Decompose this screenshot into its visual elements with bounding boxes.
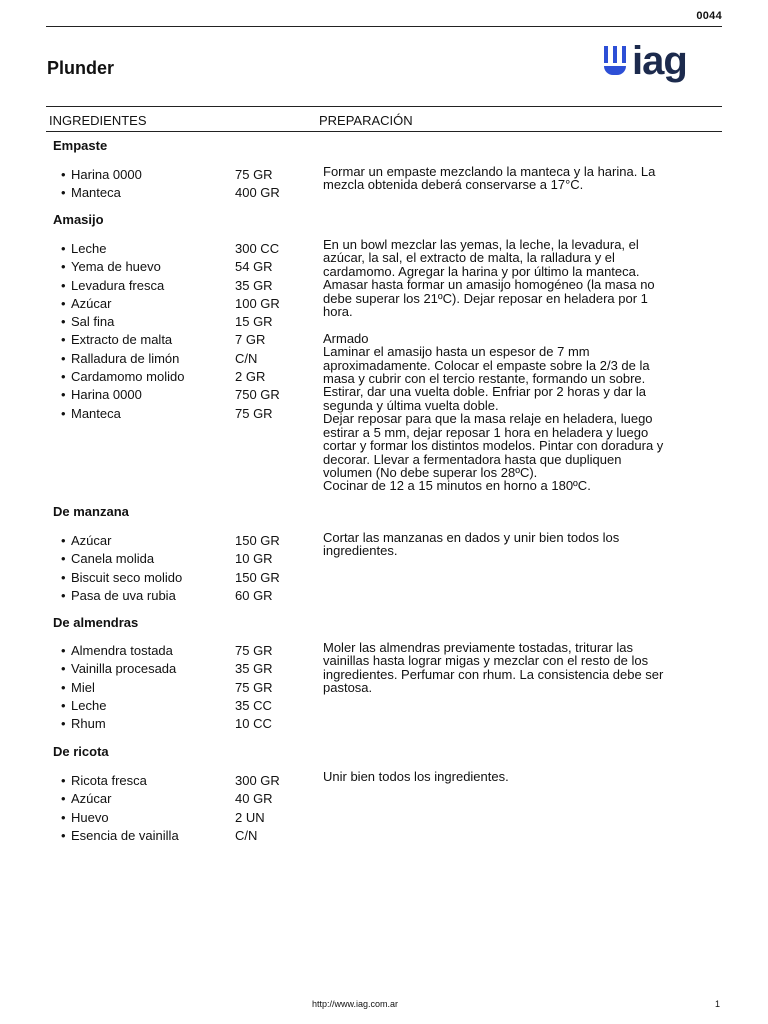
ingredients-column-header: INGREDIENTES — [49, 113, 147, 128]
ingredient-qty: 60 GR — [235, 587, 273, 603]
ingredient-qty: 75 GR — [235, 405, 273, 421]
section-title: De manzana — [53, 504, 129, 519]
ingredient-name: Levadura fresca — [71, 277, 165, 293]
ingredient-name: Rhum — [71, 716, 106, 732]
preparation-text: Cortar las manzanas en dados y unir bien todos los ingredientes. — [323, 530, 620, 559]
ingredient-item: • Manteca 400 GR — [61, 185, 280, 201]
ingredient-qty: 300 GR — [235, 773, 280, 788]
ingredient-name: Miel — [71, 679, 95, 695]
logo-mark-icon — [604, 46, 628, 76]
ingredient-qty: 75 GR — [235, 643, 273, 658]
ingredient-list — [53, 240, 313, 423]
doc-number: 0044 — [696, 10, 722, 22]
ingredient-qty: 15 GR — [235, 314, 273, 330]
ingredient-item: • Canela molida 10 GR — [61, 551, 273, 567]
ingredient-name: Azúcar — [71, 791, 112, 807]
ingredient-qty: C/N — [235, 350, 258, 366]
ingredient-qty: 35 CC — [235, 697, 272, 713]
ingredient-qty: C/N — [235, 827, 258, 843]
ingredient-name: Manteca — [71, 405, 121, 421]
ingredient-qty: 10 GR — [235, 551, 273, 567]
header-rule-top — [46, 106, 722, 107]
iag-logo — [604, 39, 706, 90]
ingredient-item: • Levadura fresca 35 GR — [61, 277, 273, 293]
section-title: De almendras — [53, 615, 139, 630]
ingredient-item: • Leche 35 CC — [61, 697, 272, 713]
ingredient-item: • Sal fina 15 GR — [61, 314, 273, 330]
footer-page-number: 1 — [714, 999, 720, 1009]
ingredient-qty: 35 GR — [235, 661, 273, 677]
ingredient-qty: 2 GR — [235, 369, 266, 385]
ingredient-name: Azúcar — [71, 295, 112, 311]
ingredient-name: Pasa de uva rubia — [71, 587, 176, 603]
ingredient-name: Harina 0000 — [71, 167, 142, 182]
ingredient-name: Extracto de malta — [71, 332, 173, 348]
ingredient-name: Sal fina — [71, 314, 115, 330]
ingredient-name: Harina 0000 — [71, 387, 142, 403]
ingredient-item: • Extracto de malta 7 GR — [61, 332, 266, 348]
ingredient-qty: 54 GR — [235, 259, 273, 275]
ingredient-item: • Vainilla procesada 35 GR — [61, 661, 273, 677]
ingredient-item: • Azúcar 100 GR — [61, 295, 280, 311]
preparation-text: Moler las almendras previamente tostadas, triturar las vainillas hasta lograr migas y mezclar con el resto de los ingredientes. Perfumar con rhum. La consistencia debe ser pastosa. — [323, 640, 664, 696]
ingredient-item: • Ricota fresca 300 GR — [61, 773, 280, 788]
ingredient-item: • Leche 300 CC — [61, 241, 280, 256]
ingredient-item: • Azúcar 40 GR — [61, 791, 273, 807]
top-rule — [46, 26, 722, 27]
page-title: Plunder — [47, 58, 115, 78]
ingredient-item: • Almendra tostada 75 GR — [61, 643, 273, 658]
ingredient-name: Azúcar — [71, 533, 112, 548]
ingredient-list — [53, 772, 313, 845]
ingredient-qty: 300 CC — [235, 241, 280, 256]
preparation-text: Formar un empaste mezclando la manteca y la harina. La mezcla obtenida deberá conservarse a 17°C. — [323, 164, 656, 193]
ingredient-item: • Biscuit seco molido 150 GR — [61, 569, 280, 585]
ingredient-qty: 10 CC — [235, 716, 272, 732]
ingredient-list — [53, 166, 313, 203]
ingredient-qty: 75 GR — [235, 679, 273, 695]
ingredient-item: • Cardamomo molido 2 GR — [61, 369, 266, 385]
ingredient-qty: 150 GR — [235, 569, 280, 585]
preparation-text: En un bowl mezclar las yemas, la leche, la levadura, el azúcar, la sal, el extracto de malta, la ralladura y el cardamomo. Agregar la harina y por último la manteca. Amasar hasta formar un amasijo homogéneo (la masa no debe superar los 21ºC). Dejar reposar en heladera por 1 hora. Armado Laminar el amasijo hasta un espesor de 7 mm aproximadamente. Colocar el empaste sobre la 2/3 de la masa y cubrir con el tercio restante, formando un sobre. Estirar, dar una vuelta doble. Enfriar por 2 horas y dar la segunda y última vuelta doble. Dejar reposar para que la masa relaje en heladera, luego estirar a 5 mm, dejar reposar 1 hora en heladera y luego cortar y formar los distintos modelos. Pintar con doradura y decorar. Llevar a fermentadora hasta que dupliquen volumen (No debe superar los 28ºC). Cocinar de 12 a 15 minutos en horno a 180ºC. — [323, 237, 664, 494]
section-title: Amasijo — [53, 212, 104, 227]
ingredient-item: • Esencia de vainilla C/N — [61, 827, 258, 843]
ingredient-item: • Rhum 10 CC — [61, 716, 272, 732]
ingredient-item: • Ralladura de limón C/N — [61, 350, 258, 366]
ingredient-name: Huevo — [71, 809, 109, 825]
ingredient-name: Yema de huevo — [71, 259, 161, 275]
ingredient-qty: 7 GR — [235, 332, 266, 348]
ingredient-name: Biscuit seco molido — [71, 569, 183, 585]
section-title: Empaste — [53, 138, 108, 153]
ingredient-name: Ricota fresca — [71, 773, 147, 788]
ingredient-qty: 750 GR — [235, 387, 280, 403]
ingredient-qty: 100 GR — [235, 295, 280, 311]
ingredient-qty: 35 GR — [235, 277, 273, 293]
logo-wordmark: iag — [632, 39, 687, 83]
header-rule-bottom — [46, 131, 722, 132]
ingredient-name: Manteca — [71, 185, 121, 201]
ingredient-list — [53, 532, 313, 605]
ingredient-name: Cardamomo molido — [71, 369, 185, 385]
ingredient-qty: 150 GR — [235, 533, 280, 548]
ingredient-item: • Yema de huevo 54 GR — [61, 259, 273, 275]
ingredient-qty: 400 GR — [235, 185, 280, 201]
ingredient-qty: 2 UN — [235, 809, 265, 825]
ingredient-name: Leche — [71, 241, 107, 256]
ingredient-item: • Huevo 2 UN — [61, 809, 265, 825]
preparation-column-header: PREPARACIÓN — [319, 113, 413, 128]
preparation-text: Unir bien todos los ingredientes. — [323, 769, 509, 784]
ingredient-item: • Pasa de uva rubia 60 GR — [61, 587, 273, 603]
ingredient-name: Leche — [71, 697, 107, 713]
ingredient-name: Ralladura de limón — [71, 350, 180, 366]
ingredient-name: Canela molida — [71, 551, 155, 567]
ingredient-qty: 40 GR — [235, 791, 273, 807]
footer-url[interactable]: http://www.iag.com.ar — [312, 999, 399, 1009]
section-title: De ricota — [53, 744, 109, 759]
ingredient-item: • Azúcar 150 GR — [61, 533, 280, 548]
ingredient-item: • Miel 75 GR — [61, 679, 273, 695]
ingredient-name: Vainilla procesada — [71, 661, 177, 677]
ingredient-item: • Harina 0000 750 GR — [61, 387, 280, 403]
ingredient-list — [53, 642, 313, 733]
ingredient-item: • Manteca 75 GR — [61, 405, 273, 421]
ingredient-name: Esencia de vainilla — [71, 827, 179, 843]
ingredient-qty: 75 GR — [235, 167, 273, 182]
ingredient-name: Almendra tostada — [71, 643, 173, 658]
ingredient-item: • Harina 0000 75 GR — [61, 167, 273, 182]
